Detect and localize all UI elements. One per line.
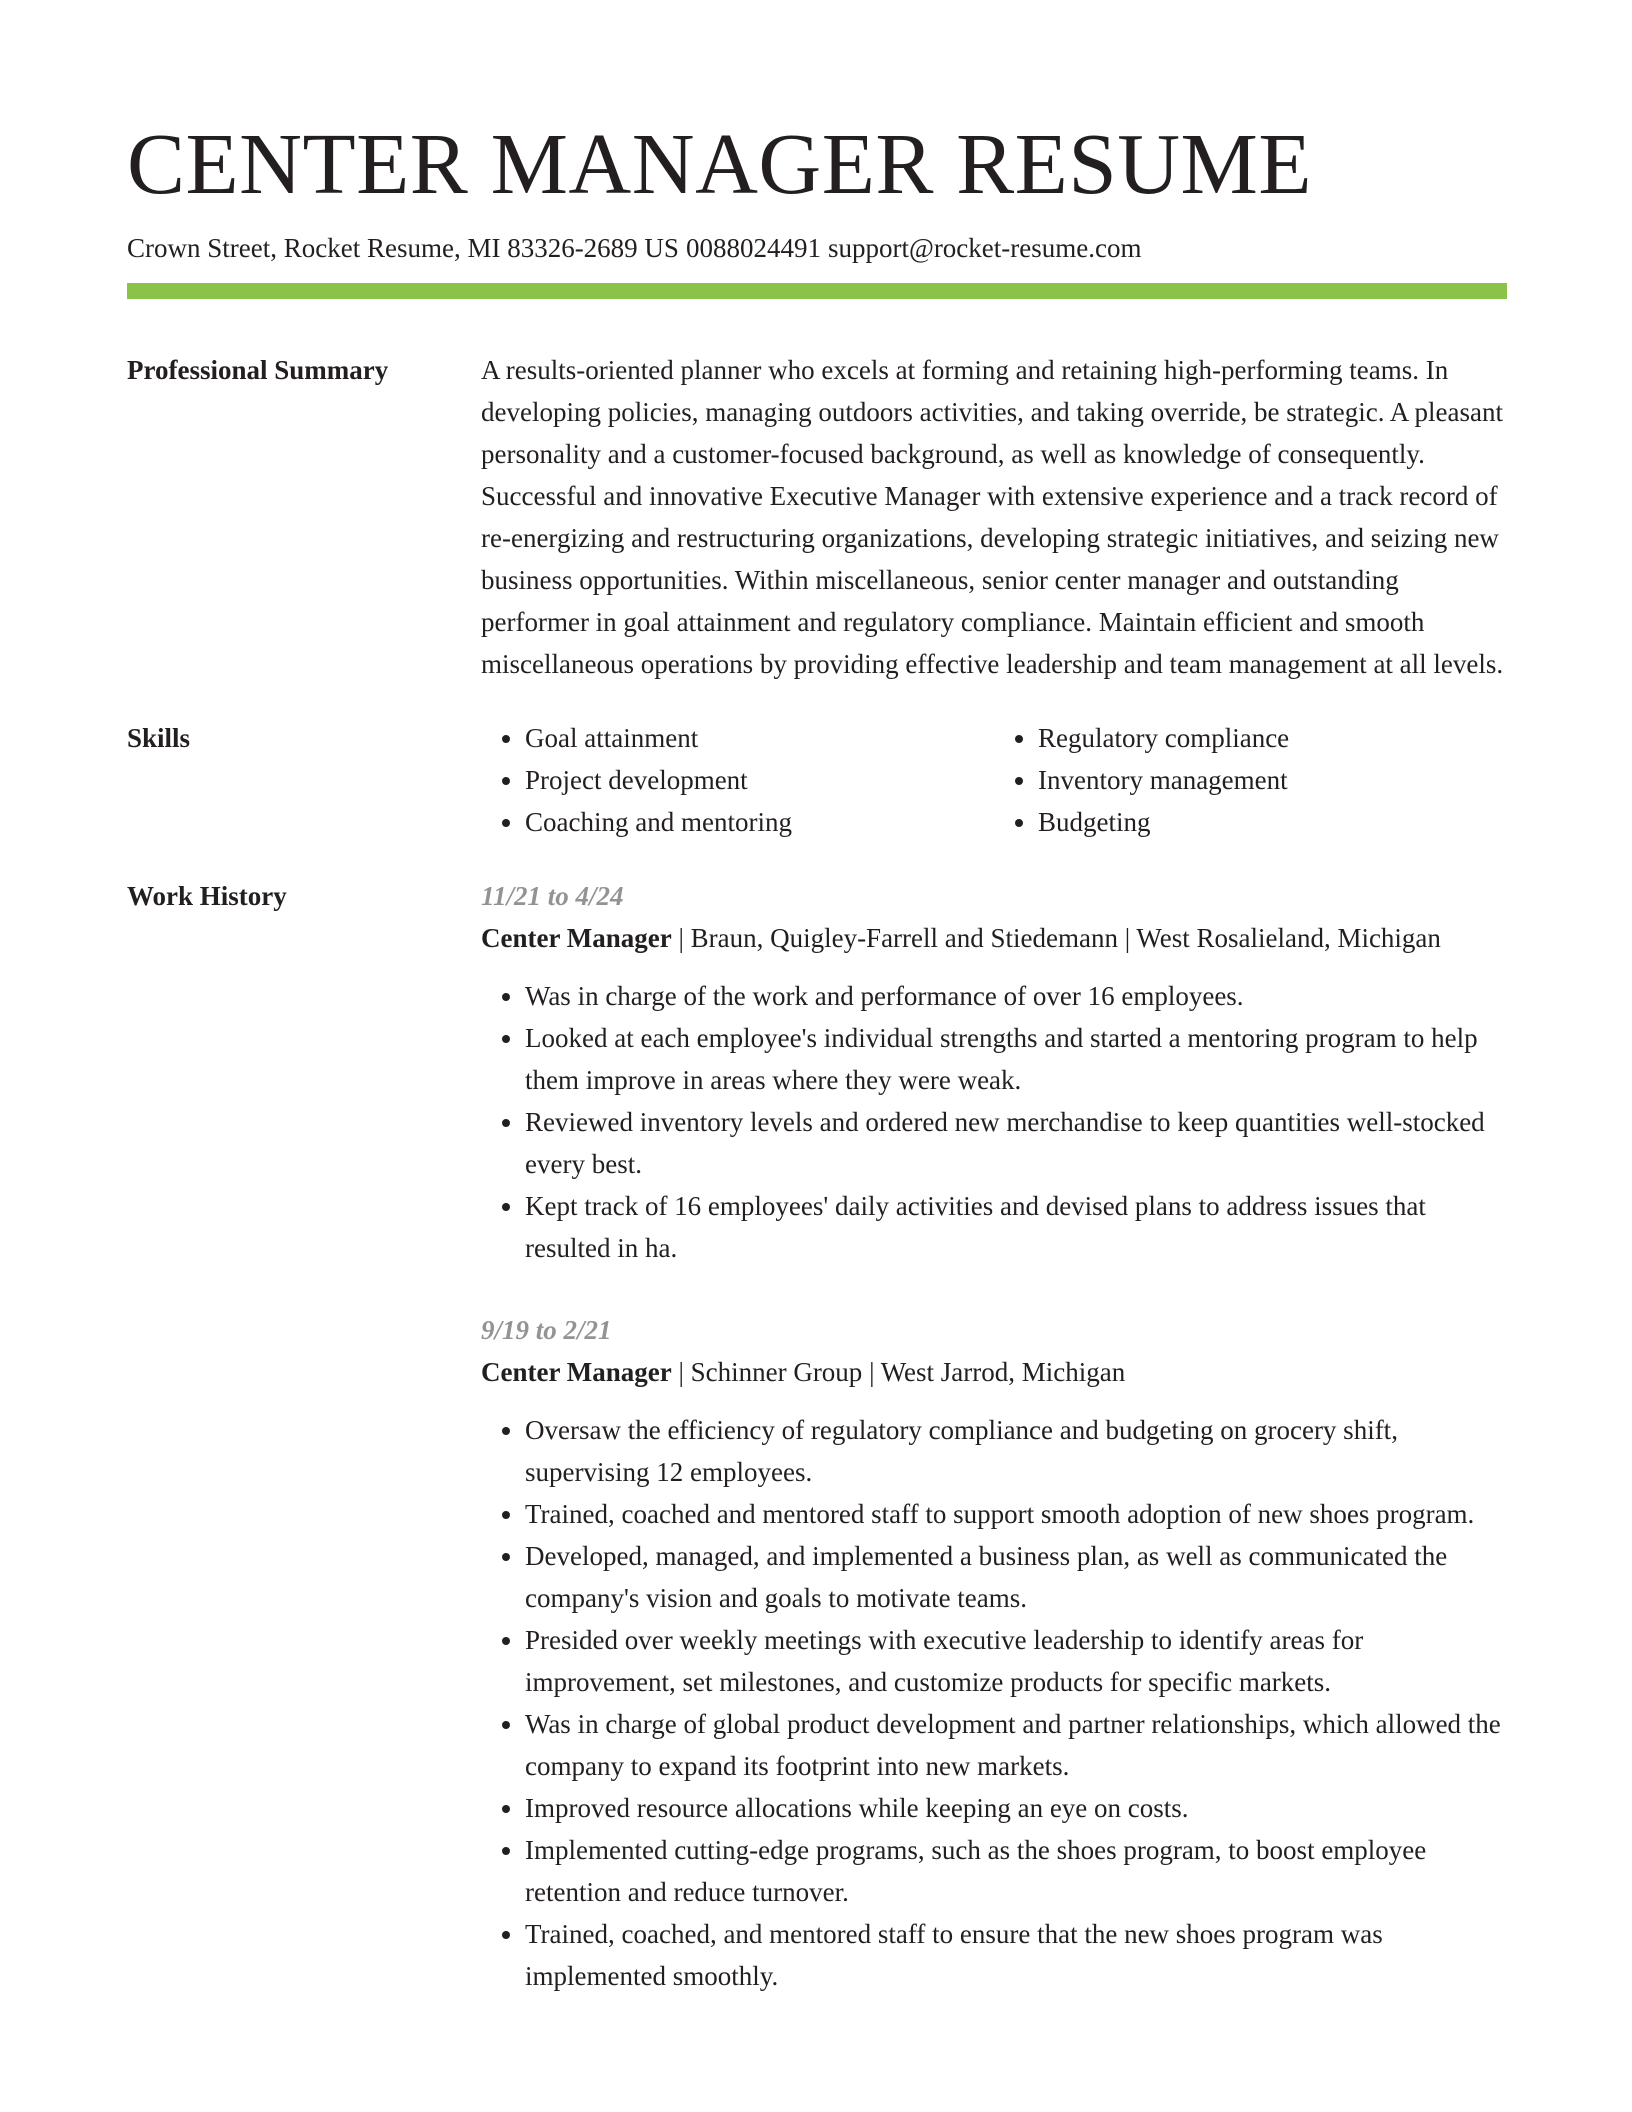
header-divider bbox=[127, 283, 1507, 299]
work-history-list bbox=[481, 875, 1507, 1997]
separator: | bbox=[1124, 923, 1131, 954]
job-bullet: • Developed, managed, and implemented a business plan, as well as communicated the company's vision and goals to motivate teams. bbox=[525, 1535, 1507, 1619]
summary-text: A results-oriented planner who excels at forming and retaining high-performing teams. In developing policies, managing outdoors activities, and taking override, be strategic. A pleasant personality and a customer-focused background, as well as knowledge of consequently. Successful and innovative Executive Manager with extensive experience and a track record of re-energizing and restructuring organizations, developing strategic initiatives, and seizing new business opportunities. Within miscellaneous, senior center manager and outstanding performer in goal attainment and regulatory compliance. Maintain efficient and smooth miscellaneous operations by providing effective leadership and team management at all levels. bbox=[481, 355, 1504, 680]
skill-item: • Inventory management bbox=[1038, 759, 1507, 801]
contact-email[interactable]: support@rocket-resume.com bbox=[827, 233, 1142, 263]
job-bullet: • Kept track of 16 employees' daily activities and devised plans to address issues that resulted in ha. bbox=[525, 1185, 1507, 1269]
separator: | bbox=[869, 1357, 875, 1388]
job-bullet: • Implemented cutting-edge programs, such as the shoes program, to boost employee retention and reduce turnover. bbox=[525, 1829, 1507, 1913]
job-bullets bbox=[481, 1409, 1507, 1997]
contact-line bbox=[127, 232, 1507, 264]
contact-phone: 0088024491 bbox=[685, 233, 821, 263]
job-header bbox=[481, 917, 1507, 959]
summary-section bbox=[127, 349, 1507, 685]
job-bullet: • Was in charge of global product development and partner relationships, which allowed the company to expand its footprint into new markets. bbox=[525, 1703, 1507, 1787]
skills-list bbox=[481, 717, 1507, 843]
contact-address: Crown Street, Rocket Resume, MI 83326-2689 US bbox=[127, 233, 679, 263]
job-location: West Jarrod, Michigan bbox=[880, 1357, 1126, 1388]
job-bullet: • Presided over weekly meetings with executive leadership to identify areas for improvement, set milestones, and customize products for specific markets. bbox=[525, 1619, 1507, 1703]
work-history-section bbox=[127, 875, 1507, 1997]
job-bullet: • Improved resource allocations while keeping an eye on costs. bbox=[525, 1787, 1507, 1829]
resume-name: CENTER MANAGER RESUME bbox=[127, 115, 1313, 212]
summary-heading: Professional Summary bbox=[127, 355, 389, 386]
job-title: Center Manager bbox=[481, 923, 672, 954]
job-bullet: • Was in charge of the work and performance of over 16 employees. bbox=[525, 975, 1507, 1017]
skill-item: • Goal attainment bbox=[525, 717, 994, 759]
job-company: Schinner Group bbox=[690, 1357, 863, 1388]
job-bullet: • Trained, coached and mentored staff to support smooth adoption of new shoes program. bbox=[525, 1493, 1507, 1535]
skill-item: • Regulatory compliance bbox=[1038, 717, 1507, 759]
job-location: West Rosalieland, Michigan bbox=[1136, 923, 1441, 954]
job-company: Braun, Quigley-Farrell and Stiedemann bbox=[690, 923, 1118, 954]
job-bullet: • Looked at each employee's individual strengths and started a mentoring program to help them improve in areas where they were weak. bbox=[525, 1017, 1507, 1101]
job-title: Center Manager bbox=[481, 1357, 672, 1388]
skills-column-left bbox=[481, 717, 994, 843]
skills-section bbox=[127, 717, 1507, 843]
job-bullets bbox=[481, 975, 1507, 1269]
job-bullet: • Trained, coached, and mentored staff to ensure that the new shoes program was implemented smoothly. bbox=[525, 1913, 1507, 1997]
separator: | bbox=[678, 923, 684, 954]
job-dates: 9/19 to 2/21 bbox=[481, 1315, 612, 1346]
skills-heading: Skills bbox=[127, 723, 191, 754]
job-bullet: • Reviewed inventory levels and ordered new merchandise to keep quantities well-stocked every best. bbox=[525, 1101, 1507, 1185]
work-history-heading: Work History bbox=[127, 881, 287, 912]
job-dates: 11/21 to 4/24 bbox=[481, 881, 624, 912]
skill-item: • Project development bbox=[525, 759, 994, 801]
skills-column-right bbox=[994, 717, 1507, 843]
skill-item: • Coaching and mentoring bbox=[525, 801, 994, 843]
job-entry bbox=[481, 1309, 1507, 1997]
job-bullet: • Oversaw the efficiency of regulatory compliance and budgeting on grocery shift, supervising 12 employees. bbox=[525, 1409, 1507, 1493]
job-header bbox=[481, 1351, 1507, 1393]
separator: | bbox=[678, 1357, 684, 1388]
job-entry bbox=[481, 875, 1507, 1269]
skill-item: • Budgeting bbox=[1038, 801, 1507, 843]
resume-page bbox=[127, 115, 1507, 1997]
